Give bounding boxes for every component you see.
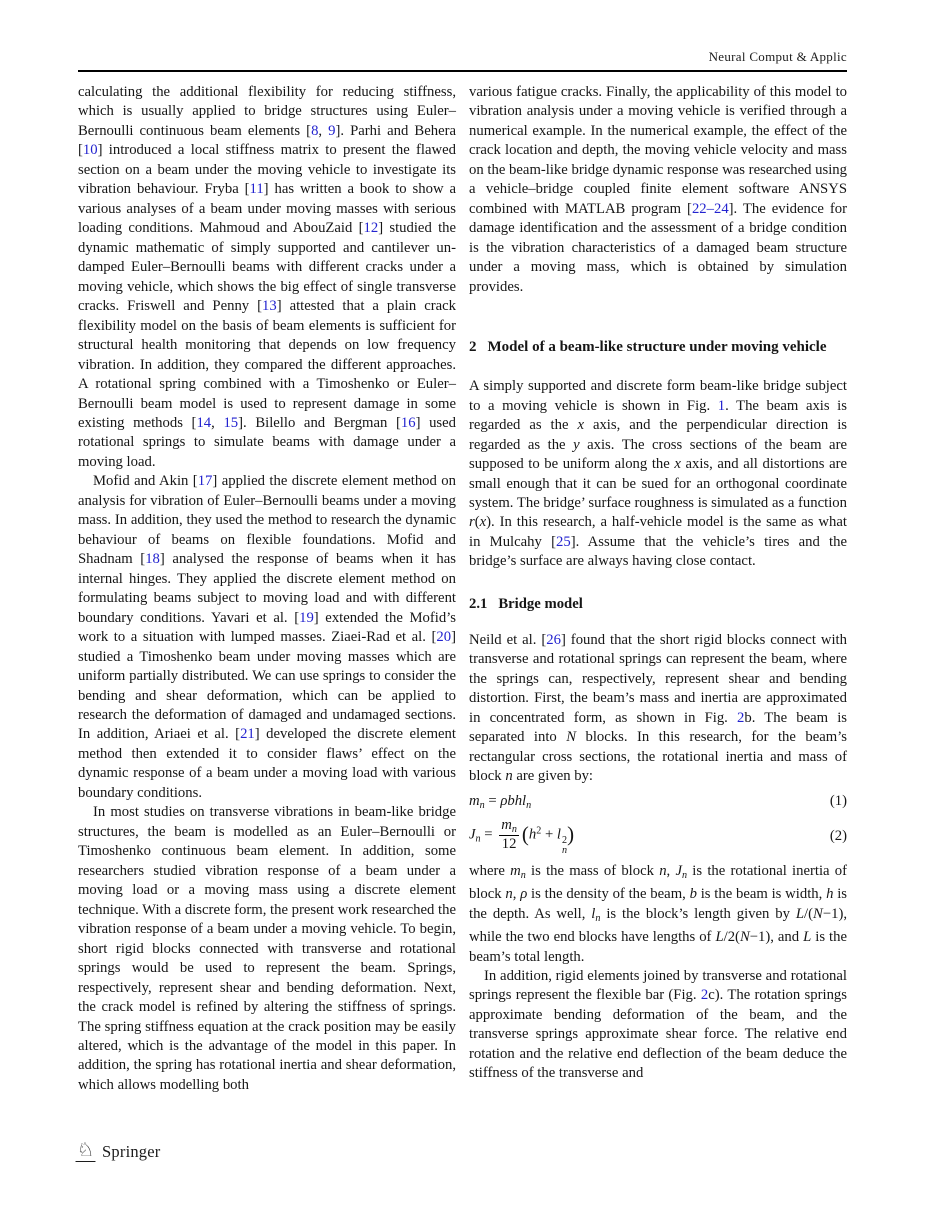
text-run: h xyxy=(528,826,537,843)
paragraph: A simply supported and discrete form beam-like bridge subject to a moving vehicle is shown in Fig. 1. The beam axis is regarded as the x axis, and the perpendicular direction is regarded as the y axis. The cross sections of the beam are supposed to be uniform along the x axis, and all distortions are small enough that it can be sued for an orthogonal coordinate system. The bridge’ surface roughness is simulated as a function r(x). In this research, a half-vehicle model is the same as what in Mulcahy [25]. Assume that the vehicle’s tires and the bridge’s surface are always having close contact. xyxy=(469,378,847,570)
text-run: n xyxy=(595,912,601,924)
text-run: n xyxy=(479,799,485,811)
equation-number: (1) xyxy=(829,793,847,810)
text-run: 2 xyxy=(536,825,542,837)
citation-link[interactable]: 20 xyxy=(436,629,452,646)
text-run: m xyxy=(510,862,521,879)
heading-text: Model of a beam-like structure under moving vehicle xyxy=(487,339,827,356)
paragraph: In addition, rigid elements joined by transverse and rotational springs represent the flexible bar (Fig. 2c). The rotation springs approximate bending deformation of the beam, and the transverse springs approximate shear force. The relative end rotation and the relative end deflection of the beam deduce the stiffness of the transverse and xyxy=(469,968,847,1082)
citation-link[interactable]: 10 xyxy=(82,142,98,159)
citation-link[interactable]: 13 xyxy=(262,298,277,315)
text-run: J xyxy=(469,826,476,843)
text-run: x xyxy=(479,514,487,531)
subsection-heading xyxy=(469,594,847,614)
text-run: n xyxy=(659,862,667,879)
text-run: y xyxy=(573,436,580,453)
citation-link[interactable]: 18 xyxy=(145,551,160,568)
heading-number: 2.1 xyxy=(469,595,488,612)
text-run: n xyxy=(520,869,526,881)
heading-number: 2 xyxy=(469,339,477,356)
paragraph: Mofid and Akin [17] applied the discrete element method on analysis for vibration of Euler–Bernoulli beams under a moving mass. In addition, they used the method to research the dynamic behaviour of beams on flexible foundations. Mofid and Shadnam [18] analysed the response of beams when it has internal hinges. They applied the discrete element method on formulating beams subject to moving load and with different boundary conditions. Yavari et al. [19] extended the Mofid’s work to a situation with lumped masses. Ziaei-Rad et al. [20] studied a Timoshenko beam under moving masses which are uniform partially distributed. We can use springs to consider the bending and shear deformation, which can be applied to research the deformation of damaged and undamaged sections. In addition, Ariaei et al. [21] developed the discrete element method then extended it to consider flaws’ effect on the dynamic response of a beam under a moving load with various boundary conditions. xyxy=(78,473,456,801)
text-run: x xyxy=(674,456,681,473)
text-run: ) xyxy=(567,821,575,846)
text-run: n xyxy=(526,799,532,811)
text-run: N xyxy=(813,905,823,922)
text-run: N xyxy=(739,929,750,946)
citation-link[interactable]: 2 xyxy=(700,987,709,1004)
text-run: x xyxy=(577,417,584,434)
text-run: N xyxy=(566,729,577,746)
citation-link[interactable]: 19 xyxy=(299,609,314,626)
citation-link[interactable]: 8 xyxy=(311,122,319,139)
sub-sup-stack: 2 n xyxy=(562,835,568,856)
publisher-name: Springer xyxy=(102,1141,161,1161)
fraction: $\frac{m_n}{12}$ xyxy=(501,816,517,853)
citation-link[interactable]: 15 xyxy=(223,414,239,431)
citation-link[interactable]: 14 xyxy=(196,414,212,431)
springer-logo-icon: ♘ xyxy=(76,1140,95,1161)
publisher-footer xyxy=(76,1141,160,1162)
paragraph: Neild et al. [26] found that the short rigid blocks connect with transverse and rotational springs can represent the beam, where the springs can, respectively, represent shear and bending distortion. First, the beam’s mass and inertia are approximated in concentrated form, as shown in Fig. 2b. The beam is separated into N blocks. In this research, for the beam’s rectangular cross sections, the rotational inertia and mass of block n are given by: xyxy=(469,631,848,785)
equation xyxy=(469,817,847,856)
citation-link[interactable]: 17 xyxy=(197,473,213,490)
text-run: n xyxy=(475,833,481,845)
equation-number: (2) xyxy=(829,827,847,844)
equation-body: $m_n = \rho bhl_n$ xyxy=(469,792,532,811)
text-run: L xyxy=(715,929,724,946)
paragraph: various fatigue cracks. Finally, the applicability of this model to vibration analysis under a moving vehicle is verified through a numerical example. In the numerical example, the effect of the crack location and depth, the moving vehicle velocity and mass on the beam-like bridge dynamic response was researched using a vehicle–bridge coupled finite element software ANSYS combined with MATLAB program [22–24]. The evidence for damage identification and the assessment of a bridge condition is the vibration characteristics of a damaged beam structure under a moving mass, which is obtained by simulation provides. xyxy=(469,84,848,295)
citation-link[interactable]: 16 xyxy=(400,414,416,431)
text-run: ρ xyxy=(520,886,528,903)
text-run: b xyxy=(689,886,697,903)
heading-text: Bridge model xyxy=(498,595,583,612)
text-run: n xyxy=(505,768,513,785)
paragraph: In most studies on transverse vibrations in beam-like bridge structures, the beam is modelled as an Euler–Bernoulli or Timoshenko continuous beam element. In addition, some researchers studied vibration response of a beam under a moving load or a moving mass using a discrete element technique. With a discrete form, the present work researched the vibration response of a beam under a moving vehicle. To begin, short rigid blocks connected with transverse and rotational springs would be used to represent the beam. Springs, respectively, represent shear and bending deformation. Next, the crack model is refined by altering the stiffness of springs. The spring stiffness equation at the crack position may be easily altered, which is the advantage of the model in this paper. In addition, the spring has rotational inertia and shear deformation, which allows modelling both xyxy=(78,804,457,1093)
text-run: L xyxy=(803,929,812,946)
right-column xyxy=(469,83,847,1084)
citation-link[interactable]: 21 xyxy=(240,726,255,743)
header-rule xyxy=(78,70,847,72)
text-run: L xyxy=(795,905,805,922)
text-run: ρbhl xyxy=(500,792,527,809)
citation-link[interactable]: 12 xyxy=(363,220,379,237)
left-column xyxy=(78,83,456,1095)
text-run: n xyxy=(505,886,513,903)
equation xyxy=(469,793,847,811)
journal-header: Neural Comput & Applic xyxy=(708,49,847,64)
text-run: l xyxy=(556,826,561,843)
paragraph: where $m_n$ is the mass of block n, $J_n$ is the rotational inertia of block n, ρ is the density of the beam, b is the beam is width, h is the depth. As well, $l_n$ is the block’s length given by L/(N−1), while the two end blocks have lengths of L/2(N−1), and L is the beam’s total length. xyxy=(469,862,848,965)
citation-link[interactable]: 2 xyxy=(737,709,745,726)
text-run: n xyxy=(682,869,688,881)
citation-link[interactable]: 9 xyxy=(328,122,336,139)
section-heading xyxy=(469,337,847,357)
text-run: h xyxy=(826,886,834,903)
equation-body: $J_n$ = $\frac{m_n}{12}$ ($h^2 + l$ 2 n ) xyxy=(469,816,575,856)
citation-link[interactable]: 25 xyxy=(556,533,571,550)
citation-link[interactable]: 26 xyxy=(546,631,561,648)
text-run: ( xyxy=(521,821,529,846)
text-run: r xyxy=(469,514,475,531)
paragraph: calculating the additional flexibility for reducing stiffness, which is usually applied to bridge structures using Euler–Bernoulli continuous beam elements [8, 9]. Parhi and Behera [10] introduced a local stiffness matrix to present the flawed section on a beam under the moving vehicle to investigate its vibration behaviour. Fryba [11] has written a book to show a various analyses of a beam under moving masses with serious loading conditions. Mahmoud and AbouZaid [12] studied the dynamic mathematic of simply supported and cantilever un-damped Euler–Bernoulli beams with different cracks under a moving vehicle, which shows the big effect of single transverse cracks. Friswell and Penny [13] attested that a plain crack flexibility model on the basis of beam elements is sufficient for structural health monitoring that depends on low frequency vibration. In addition, they compared the different approaches. A rotational spring combined with a Timoshenko or Euler–Bernoulli beam model is used to represent damage in some existing methods [14, 15]. Bilello and Bergman [16] used rotational springs to simulate beams with damage under a moving load. xyxy=(78,84,457,470)
text-run: n xyxy=(511,823,517,835)
text-run: m xyxy=(501,816,512,833)
text-run: J xyxy=(675,862,682,879)
text-run: l xyxy=(591,905,596,922)
citation-link[interactable]: 1 xyxy=(717,397,726,414)
citation-link[interactable]: 22–24 xyxy=(691,200,729,217)
text-run: m xyxy=(469,792,480,809)
citation-link[interactable]: 11 xyxy=(249,181,264,198)
